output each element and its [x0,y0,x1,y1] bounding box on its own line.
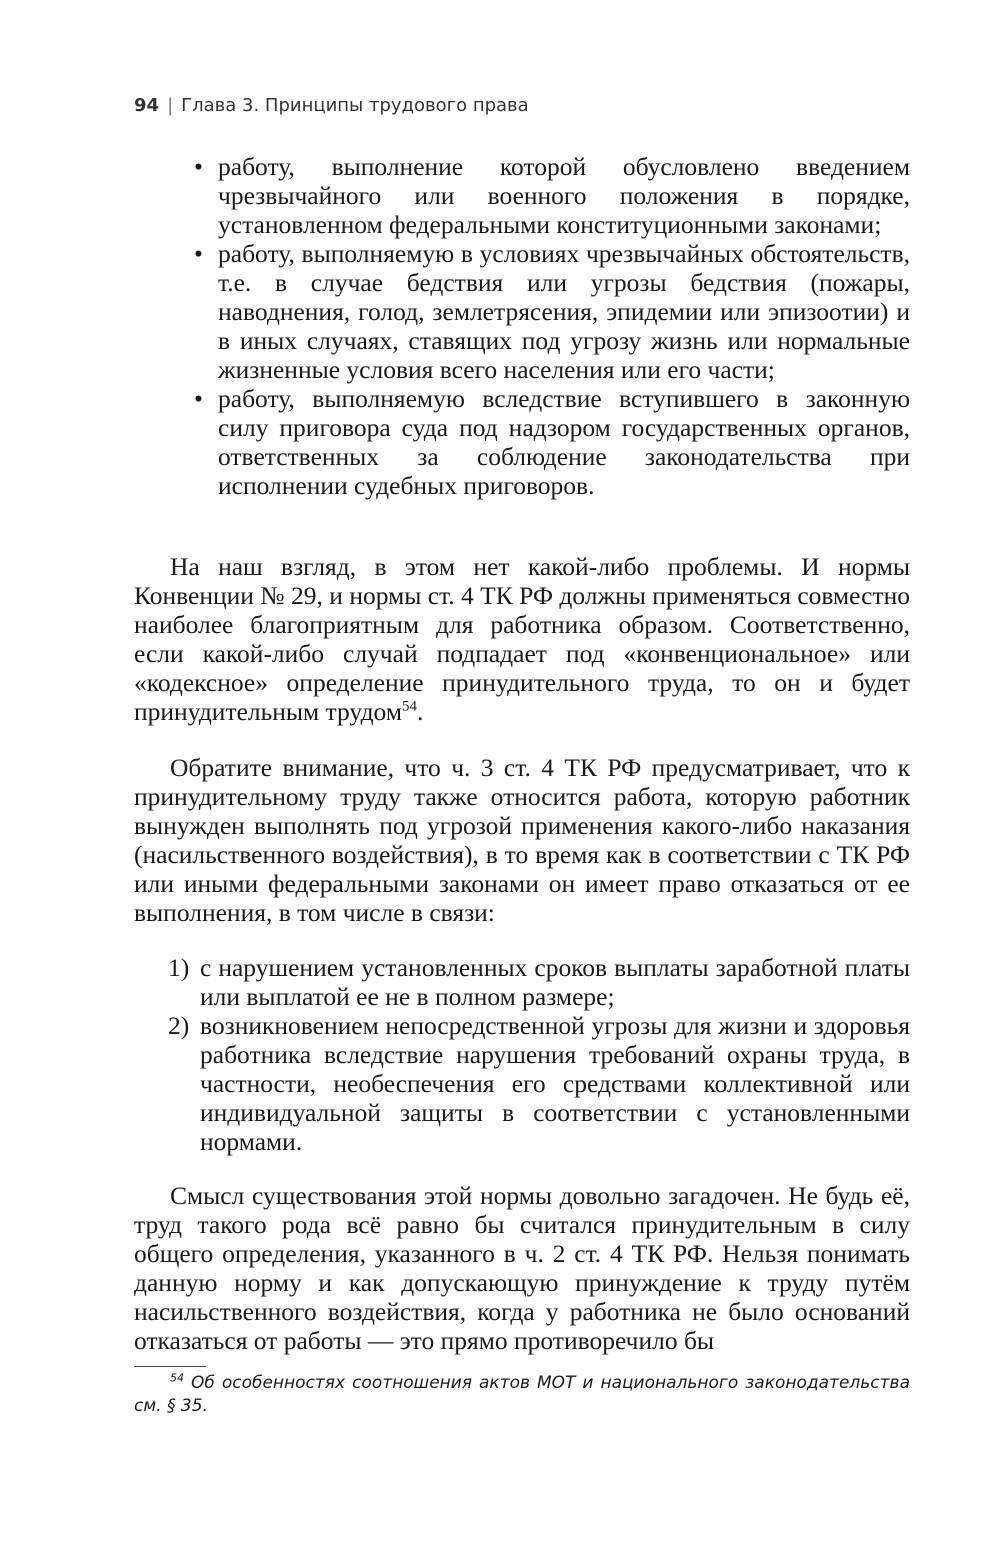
numbered-item [134,953,910,1011]
paragraph-1 [134,552,910,726]
item-text: возникновением непосредственной угрозы для жизни и здоровья работника вследствие нарушения требований охраны труда, в частности, необеспечения его средствами коллективной или индивидуальной защиты в соответствии с установленными нормами. [200,1011,910,1156]
item-text: с нарушением установленных сроков выплаты заработной платы или выплатой ее не в полном размере; [200,953,910,1011]
bullet-item [134,384,910,500]
numbered-list-block [134,953,910,1156]
footnote [134,1372,910,1418]
page-number: 94 [134,95,160,116]
item-number: 1) [168,953,190,982]
paragraph-3: Смысл существования этой нормы довольно загадочен. Не будь её, труд такого рода всё равно бы считался принудительным в силу общего определения, указанного в ч. 2 ст. 4 ТК РФ. Нельзя понимать данную норму и как допускающую принуждение к труду путём насильственного воздействия, когда у работника не было оснований отказаться от работы — это прямо противоречило бы [134,1181,910,1355]
bullet-text: работу, выполняемую вследствие вступившего в законную силу приговора суда под надзором государственных органов, ответственных за соблюдение законодательства при исполнении судебных приговоров. [218,384,910,500]
header-separator: | [167,95,174,116]
item-number: 2) [168,1011,190,1040]
bullet-icon: • [194,384,203,413]
bullet-item [134,152,910,239]
paragraph-block-2 [134,753,910,927]
bullet-text: работу, выполняемую в условиях чрезвычайных обстоятельств, т.е. в случае бедствия или угрозы бедствия (пожары, наводнения, голод, землетрясения, эпидемии или эпизоотии) и в иных случаях, ставящих под угрозу жизнь или нормальные жизненные условия всего населения или его части; [218,239,910,384]
numbered-list [134,953,910,1156]
footnote-number: 54 [170,1371,184,1385]
bullet-icon: • [194,152,203,181]
bullet-icon: • [194,239,203,268]
running-head [134,95,529,116]
footnote-reference[interactable]: 54 [401,698,417,715]
bullet-list-block [134,152,910,500]
footnote-divider [134,1366,206,1367]
footnote-text: Об особенностях соотношения актов МОТ и национального законодательства см. § 35. [134,1373,910,1416]
paragraph-block-1 [134,552,910,726]
bullet-list [134,152,910,500]
chapter-title: Глава 3. Принципы трудового права [181,95,529,116]
paragraph-1-text: На наш взгляд, в этом нет какой-либо проблемы. И нормы Конвенции № 29, и нормы ст. 4 ТК РФ должны применяться совместно наиболее благоприятным для работника образом. Соответственно, если какой-либо случай подпадает под «конвенциональное» или «кодексное» определение принудительного труда, то он и будет принудительным трудом [134,552,910,726]
paragraph-block-3 [134,1181,910,1355]
bullet-item [134,239,910,384]
paragraph-1-tail: . [416,697,424,726]
paragraph-2: Обратите внимание, что ч. 3 ст. 4 ТК РФ предусматривает, что к принудительному труду также относится работа, которую работник вынужден выполнять под угрозой применения какого-либо наказания (насильственного воздействия), в то время как в соответствии с ТК РФ или иными федеральными законами он имеет право отказаться от ее выполнения, в том числе в связи: [134,753,910,927]
numbered-item [134,1011,910,1156]
bullet-text: работу, выполнение которой обусловлено введением чрезвычайного или военного положения в порядке, установленном федеральными конституционными законами; [218,152,910,239]
